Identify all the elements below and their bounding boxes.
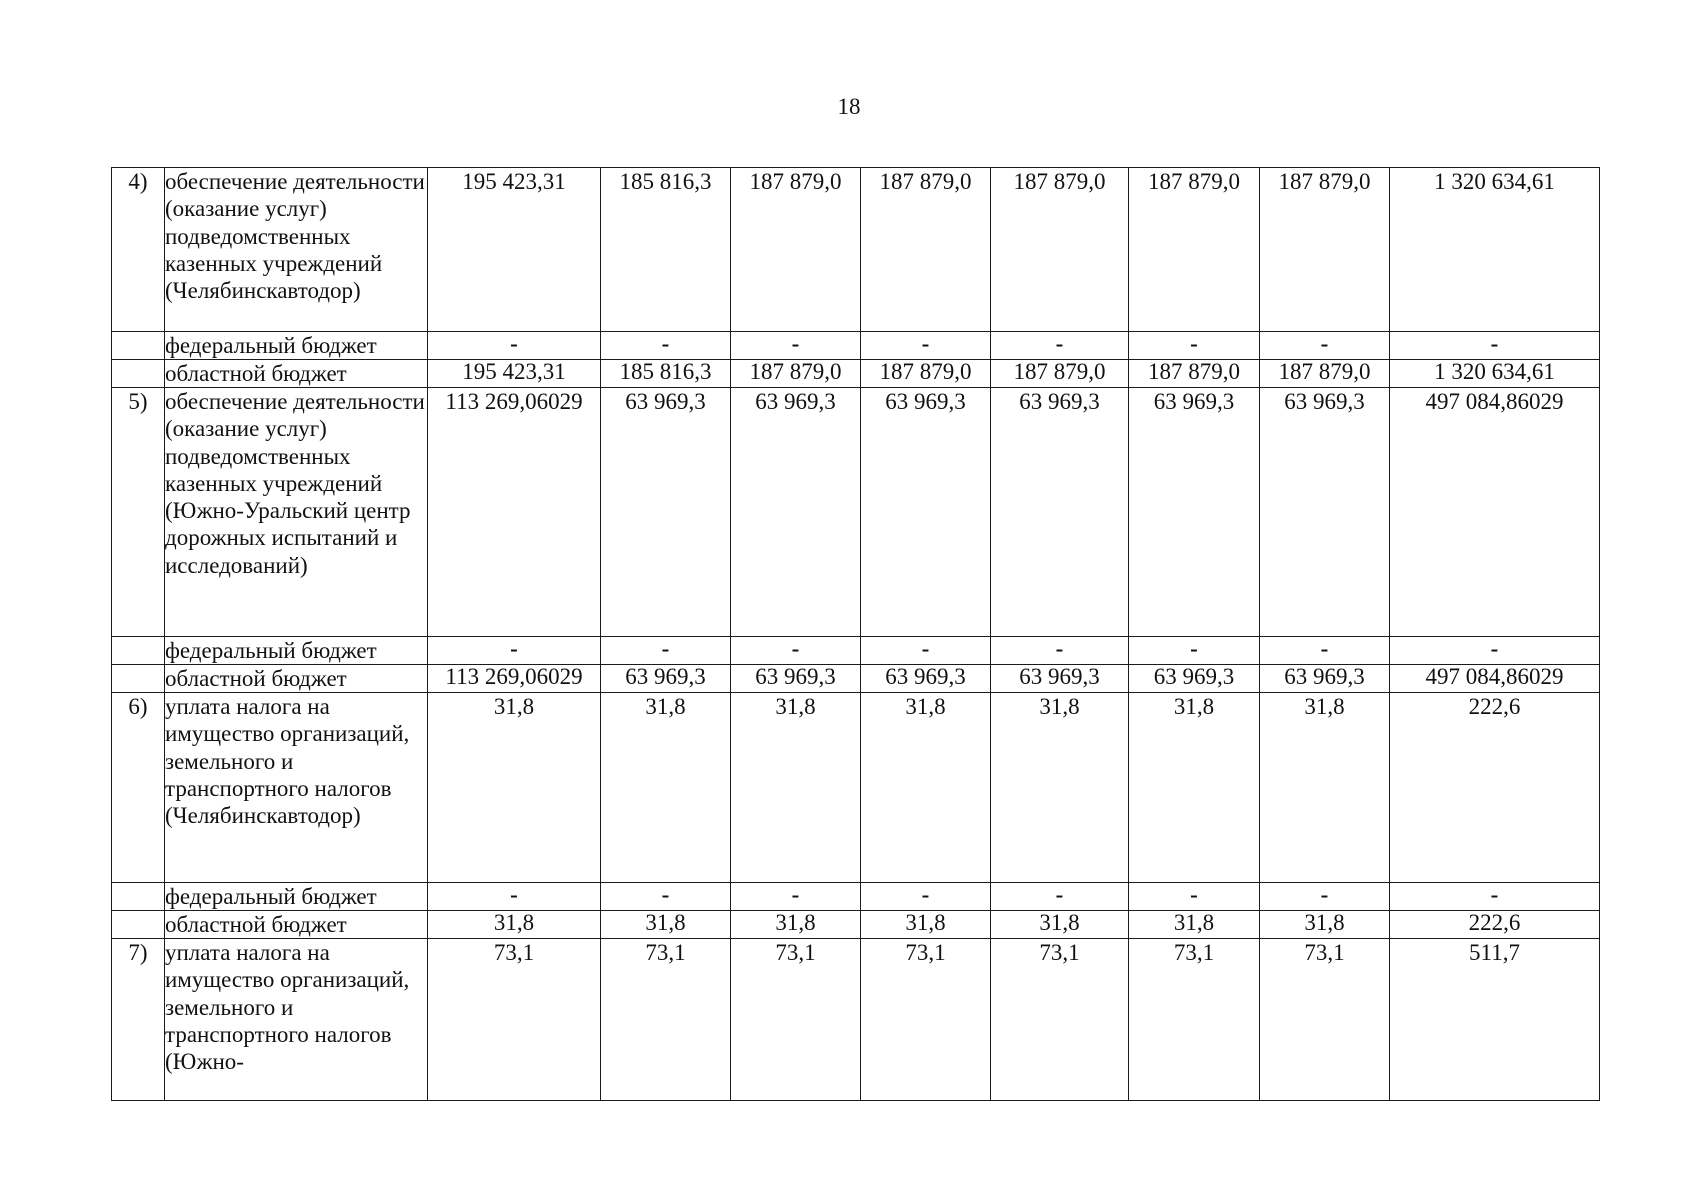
year-value-cell: 63 969,3: [1129, 388, 1260, 637]
year-value-cell: 187 879,0: [1129, 168, 1260, 332]
row-description: обеспечение деятельности (оказание услуг) подведомственных казенных учреждений (Южно-Уральский центр дорожных испытаний и исследований): [165, 388, 428, 637]
table-row: [112, 665, 1600, 693]
total-value-cell: -: [1390, 883, 1600, 911]
year-value-cell: 73,1: [861, 939, 991, 1101]
year-value-cell: 31,8: [1260, 911, 1390, 939]
row-description: областной бюджет: [165, 360, 428, 388]
row-description: уплата налога на имущество организаций, земельного и транспортного налогов (Южно-: [165, 939, 428, 1101]
year-value-cell: 195 423,31: [428, 360, 601, 388]
row-description: обеспечение деятельности (оказание услуг) подведомственных казенных учреждений (Челябинскавтодор): [165, 168, 428, 332]
year-value-cell: 187 879,0: [731, 360, 861, 388]
year-value-cell: -: [861, 883, 991, 911]
table-row: [112, 332, 1600, 360]
year-value-cell: 187 879,0: [991, 168, 1129, 332]
year-value-cell: -: [861, 637, 991, 665]
year-value-cell: 73,1: [731, 939, 861, 1101]
year-value-cell: 187 879,0: [1129, 360, 1260, 388]
year-value-cell: -: [428, 883, 601, 911]
total-value-cell: 222,6: [1390, 911, 1600, 939]
year-value-cell: 63 969,3: [991, 388, 1129, 637]
year-value-cell: -: [601, 332, 731, 360]
year-value-cell: -: [731, 637, 861, 665]
year-value-cell: 187 879,0: [861, 360, 991, 388]
year-value-cell: 63 969,3: [991, 665, 1129, 693]
year-value-cell: 187 879,0: [861, 168, 991, 332]
row-number: [112, 637, 165, 665]
year-value-cell: 195 423,31: [428, 168, 601, 332]
year-value-cell: 63 969,3: [601, 388, 731, 637]
row-number: 4): [112, 168, 165, 332]
total-value-cell: -: [1390, 637, 1600, 665]
row-description: федеральный бюджет: [165, 637, 428, 665]
row-number: 7): [112, 939, 165, 1101]
year-value-cell: 187 879,0: [1260, 168, 1390, 332]
table-row: [112, 693, 1600, 883]
year-value-cell: 63 969,3: [861, 388, 991, 637]
total-value-cell: 511,7: [1390, 939, 1600, 1101]
year-value-cell: 73,1: [1129, 939, 1260, 1101]
year-value-cell: -: [1260, 332, 1390, 360]
year-value-cell: 63 969,3: [601, 665, 731, 693]
year-value-cell: -: [731, 332, 861, 360]
year-value-cell: 73,1: [1260, 939, 1390, 1101]
row-number: [112, 332, 165, 360]
row-description: областной бюджет: [165, 911, 428, 939]
year-value-cell: 31,8: [991, 693, 1129, 883]
year-value-cell: -: [861, 332, 991, 360]
year-value-cell: 187 879,0: [731, 168, 861, 332]
total-value-cell: 222,6: [1390, 693, 1600, 883]
row-description: областной бюджет: [165, 665, 428, 693]
year-value-cell: -: [991, 637, 1129, 665]
row-description: уплата налога на имущество организаций, земельного и транспортного налогов (Челябинскавтодор): [165, 693, 428, 883]
year-value-cell: 31,8: [731, 693, 861, 883]
year-value-cell: 31,8: [991, 911, 1129, 939]
year-value-cell: 73,1: [991, 939, 1129, 1101]
year-value-cell: 63 969,3: [861, 665, 991, 693]
year-value-cell: 63 969,3: [731, 665, 861, 693]
row-number: [112, 360, 165, 388]
table-row: [112, 637, 1600, 665]
budget-table: [111, 167, 1600, 1101]
year-value-cell: 31,8: [731, 911, 861, 939]
year-value-cell: 63 969,3: [1260, 388, 1390, 637]
row-number: 6): [112, 693, 165, 883]
year-value-cell: 185 816,3: [601, 360, 731, 388]
row-description: федеральный бюджет: [165, 332, 428, 360]
table-row: [112, 911, 1600, 939]
year-value-cell: 187 879,0: [991, 360, 1129, 388]
year-value-cell: -: [1129, 332, 1260, 360]
year-value-cell: 185 816,3: [601, 168, 731, 332]
table-row: [112, 168, 1600, 332]
total-value-cell: 497 084,86029: [1390, 665, 1600, 693]
year-value-cell: 31,8: [428, 911, 601, 939]
year-value-cell: -: [601, 637, 731, 665]
year-value-cell: 63 969,3: [731, 388, 861, 637]
year-value-cell: 31,8: [1260, 693, 1390, 883]
table-row: [112, 388, 1600, 637]
year-value-cell: -: [731, 883, 861, 911]
row-number: [112, 883, 165, 911]
table-row: [112, 939, 1600, 1101]
total-value-cell: 497 084,86029: [1390, 388, 1600, 637]
year-value-cell: -: [428, 637, 601, 665]
year-value-cell: 31,8: [1129, 911, 1260, 939]
year-value-cell: -: [991, 883, 1129, 911]
year-value-cell: -: [1129, 637, 1260, 665]
year-value-cell: 63 969,3: [1260, 665, 1390, 693]
year-value-cell: -: [1129, 883, 1260, 911]
year-value-cell: -: [428, 332, 601, 360]
total-value-cell: -: [1390, 332, 1600, 360]
year-value-cell: 31,8: [601, 911, 731, 939]
row-number: 5): [112, 388, 165, 637]
year-value-cell: 187 879,0: [1260, 360, 1390, 388]
year-value-cell: -: [1260, 637, 1390, 665]
year-value-cell: 31,8: [428, 693, 601, 883]
row-number: [112, 911, 165, 939]
year-value-cell: -: [601, 883, 731, 911]
year-value-cell: 113 269,06029: [428, 665, 601, 693]
year-value-cell: 31,8: [601, 693, 731, 883]
year-value-cell: 73,1: [428, 939, 601, 1101]
total-value-cell: 1 320 634,61: [1390, 360, 1600, 388]
year-value-cell: -: [991, 332, 1129, 360]
row-description: федеральный бюджет: [165, 883, 428, 911]
year-value-cell: 73,1: [601, 939, 731, 1101]
year-value-cell: 31,8: [1129, 693, 1260, 883]
row-number: [112, 665, 165, 693]
year-value-cell: 31,8: [861, 911, 991, 939]
year-value-cell: 113 269,06029: [428, 388, 601, 637]
total-value-cell: 1 320 634,61: [1390, 168, 1600, 332]
table-row: [112, 883, 1600, 911]
year-value-cell: 31,8: [861, 693, 991, 883]
table-row: [112, 360, 1600, 388]
year-value-cell: -: [1260, 883, 1390, 911]
page-number: 18: [837, 94, 861, 119]
year-value-cell: 63 969,3: [1129, 665, 1260, 693]
